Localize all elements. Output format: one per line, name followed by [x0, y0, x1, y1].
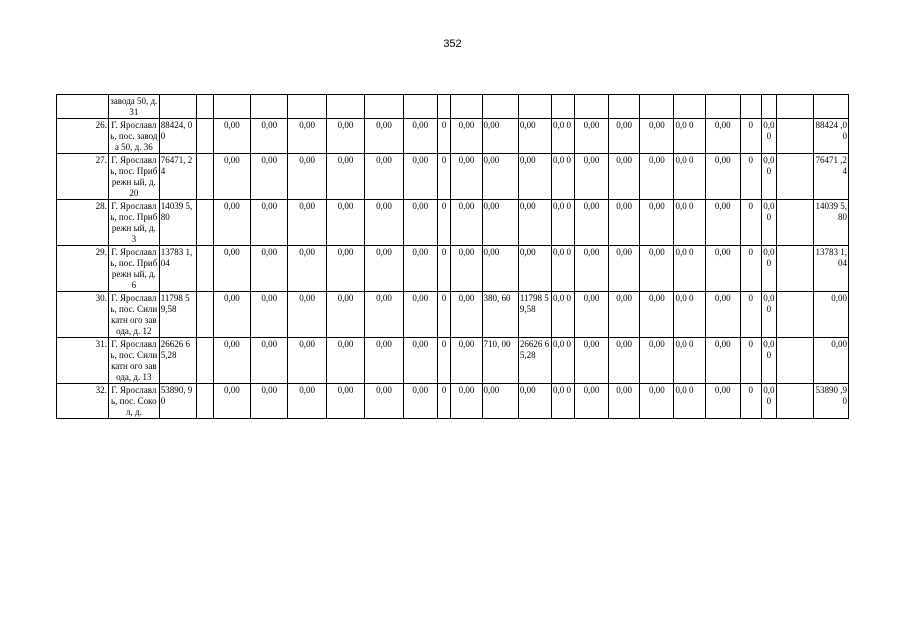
table-row [57, 119, 849, 154]
value-cell-c4: 0,00 [326, 200, 364, 246]
value-cell-c10: 26626 65,28 [518, 338, 551, 384]
value-cell-c15: 0,0 0 [674, 338, 705, 384]
value-cell-c6: 0,00 [403, 119, 437, 154]
register-table [56, 94, 849, 419]
address-cell: Г. Ярославл ь, пос. Силикатн ого завода, д. 13 [108, 338, 159, 384]
value-cell-c6: 0,00 [403, 384, 437, 419]
row-number-cell: 27. [57, 154, 109, 200]
value-cell-c8: 0,00 [451, 200, 482, 246]
empty-cell [197, 119, 214, 154]
value-cell-c3: 0,00 [288, 200, 326, 246]
value-cell-c5: 0,00 [365, 119, 403, 154]
value-cell-c16: 0,00 [705, 338, 740, 384]
row-number-cell: 30. [57, 292, 109, 338]
value-cell-c16: 0,00 [705, 246, 740, 292]
total-cell: 53890, 90 [159, 384, 196, 419]
value-cell-c19: 0,00 [813, 292, 848, 338]
value-cell-c16: 0,00 [705, 119, 740, 154]
value-cell-c14: 0,00 [640, 384, 674, 419]
value-cell-c17: 0 [740, 200, 761, 246]
value-cell-c3: 0,00 [288, 119, 326, 154]
value-cell-c2: 0,00 [251, 246, 288, 292]
value-cell-c15: 0,0 0 [674, 292, 705, 338]
value-cell-c11: 0,0 0 [552, 292, 575, 338]
value-cell-c10: 0,00 [518, 154, 551, 200]
value-cell-c5: 0,00 [365, 292, 403, 338]
value-cell-c13: 0,00 [609, 384, 640, 419]
value-cell-c12: 0,00 [574, 200, 608, 246]
value-cell-c18: 0,00 [761, 338, 777, 384]
empty-cell [777, 154, 813, 200]
value-cell-c5: 0,00 [365, 246, 403, 292]
value-cell-c13: 0,00 [609, 119, 640, 154]
value-cell-c19: 76471 ,24 [813, 154, 848, 200]
value-cell-c12: 0,00 [574, 246, 608, 292]
empty-cell [777, 200, 813, 246]
value-cell-c8: 0,00 [451, 292, 482, 338]
value-cell-c13: 0,00 [609, 292, 640, 338]
value-cell-c9: 710, 00 [482, 338, 518, 384]
value-cell-c6: 0,00 [403, 200, 437, 246]
empty-cell [197, 292, 214, 338]
value-cell-c10: 11798 59,58 [518, 292, 551, 338]
value-cell-c2: 0,00 [251, 384, 288, 419]
empty-cell [197, 200, 214, 246]
value-cell-c19: 14039 5,80 [813, 200, 848, 246]
value-cell-c19: 88424 ,00 [813, 119, 848, 154]
value-cell-c1: 0,00 [213, 292, 250, 338]
total-cell: 14039 5,80 [159, 200, 196, 246]
row-number-cell: 28. [57, 200, 109, 246]
value-cell-c16: 0,00 [705, 154, 740, 200]
total-cell: 76471, 24 [159, 154, 196, 200]
value-cell-c15: 0,0 0 [674, 119, 705, 154]
value-cell-c17: 0 [740, 119, 761, 154]
empty-cell [777, 119, 813, 154]
value-cell-c10: 0,00 [518, 119, 551, 154]
address-cell: Г. Ярославл ь, пос. Прибрежн ый, д. 20 [110, 155, 158, 198]
value-cell-c8: 0,00 [451, 119, 482, 154]
value-cell-c14: 0,00 [640, 292, 674, 338]
value-cell-c14: 0,00 [640, 246, 674, 292]
table-row [57, 338, 849, 384]
value-cell-c19: 53890 ,90 [813, 384, 848, 419]
value-cell-c11: 0,0 0 [552, 200, 575, 246]
value-cell-c11: 0,0 0 [552, 384, 575, 419]
table-row [57, 154, 849, 200]
value-cell-c4: 0,00 [326, 338, 364, 384]
value-cell-c13: 0,00 [609, 154, 640, 200]
value-cell-c2: 0,00 [251, 119, 288, 154]
value-cell-c5: 0,00 [365, 200, 403, 246]
value-cell-c14: 0,00 [640, 338, 674, 384]
value-cell-c9: 0,00 [482, 154, 518, 200]
row-number-cell: 29. [57, 246, 109, 292]
value-cell-c1: 0,00 [213, 154, 250, 200]
value-cell-c7: 0 [437, 384, 450, 419]
value-cell-c15: 0,0 0 [674, 384, 705, 419]
value-cell-c10: 0,00 [518, 384, 551, 419]
value-cell-c14: 0,00 [640, 200, 674, 246]
address-cell: Г. Ярославл ь, пос. Сокол, д. [108, 384, 159, 419]
row-number-cell: 31. [57, 338, 109, 384]
empty-cell [197, 246, 214, 292]
value-cell-c18: 0,00 [761, 200, 777, 246]
value-cell-c14: 0,00 [640, 154, 674, 200]
value-cell-c18: 0,00 [761, 384, 777, 419]
row-number-cell: 26. [57, 119, 109, 154]
value-cell-c17: 0 [740, 384, 761, 419]
value-cell-c15: 0,0 0 [674, 154, 705, 200]
value-cell-c18: 0,00 [761, 246, 777, 292]
table-row [57, 200, 849, 246]
value-cell-c2: 0,00 [251, 292, 288, 338]
value-cell-c11: 0,0 0 [552, 246, 575, 292]
value-cell-c8: 0,00 [451, 154, 482, 200]
value-cell-c3: 0,00 [288, 384, 326, 419]
table-row-continuation [57, 95, 849, 119]
page-number: 352 [443, 38, 462, 50]
empty-cell [197, 338, 214, 384]
value-cell-c6: 0,00 [403, 154, 437, 200]
value-cell-c1: 0,00 [213, 200, 250, 246]
value-cell-c1: 0,00 [213, 246, 250, 292]
value-cell-c10: 0,00 [518, 246, 551, 292]
empty-cell [777, 384, 813, 419]
value-cell-c5: 0,00 [365, 384, 403, 419]
value-cell-c7: 0 [437, 200, 450, 246]
value-cell-c2: 0,00 [251, 338, 288, 384]
value-cell-c12: 0,00 [574, 292, 608, 338]
value-cell-c4: 0,00 [326, 154, 364, 200]
value-cell-c2: 0,00 [251, 154, 288, 200]
value-cell-c9: 0,00 [482, 200, 518, 246]
value-cell-c12: 0,00 [574, 154, 608, 200]
value-cell-c16: 0,00 [705, 200, 740, 246]
value-cell-c12: 0,00 [574, 384, 608, 419]
value-cell-c19: 0,00 [813, 338, 848, 384]
value-cell-c13: 0,00 [609, 246, 640, 292]
value-cell-c17: 0 [740, 246, 761, 292]
value-cell-c12: 0,00 [574, 119, 608, 154]
value-cell-c7: 0 [437, 119, 450, 154]
value-cell-c7: 0 [437, 154, 450, 200]
value-cell-c18: 0,00 [761, 154, 777, 200]
value-cell-c17: 0 [740, 338, 761, 384]
table-row [57, 384, 849, 419]
value-cell-c9: 0,00 [482, 384, 518, 419]
value-cell-c8: 0,00 [451, 384, 482, 419]
value-cell-c13: 0,00 [609, 200, 640, 246]
value-cell-c1: 0,00 [213, 338, 250, 384]
empty-cell [197, 384, 214, 419]
value-cell-c7: 0 [437, 338, 450, 384]
value-cell-c6: 0,00 [403, 246, 437, 292]
value-cell-c2: 0,00 [251, 200, 288, 246]
value-cell-c11: 0,0 0 [552, 119, 575, 154]
value-cell-c3: 0,00 [288, 246, 326, 292]
empty-cell [777, 292, 813, 338]
value-cell-c1: 0,00 [213, 119, 250, 154]
value-cell-c3: 0,00 [288, 338, 326, 384]
value-cell-c6: 0,00 [403, 338, 437, 384]
address-cell: Г. Ярославл ь, пос. Прибрежн ый, д. 3 [110, 201, 158, 244]
value-cell-c14: 0,00 [640, 119, 674, 154]
value-cell-c11: 0,0 0 [552, 154, 575, 200]
total-cell: 11798 59,58 [159, 292, 196, 338]
empty-cell [777, 246, 813, 292]
total-cell: 13783 1,04 [159, 246, 196, 292]
value-cell-c5: 0,00 [365, 338, 403, 384]
value-cell-c18: 0,00 [761, 119, 777, 154]
value-cell-c3: 0,00 [288, 292, 326, 338]
value-cell-c5: 0,00 [365, 154, 403, 200]
value-cell-c9: 380, 60 [482, 292, 518, 338]
value-cell-c7: 0 [437, 246, 450, 292]
value-cell-c6: 0,00 [403, 292, 437, 338]
value-cell-c9: 0,00 [482, 119, 518, 154]
value-cell-c17: 0 [740, 292, 761, 338]
value-cell-c1: 0,00 [213, 384, 250, 419]
value-cell-c8: 0,00 [451, 246, 482, 292]
value-cell-c4: 0,00 [326, 384, 364, 419]
value-cell-c9: 0,00 [482, 246, 518, 292]
total-cell: 26626 65,28 [159, 338, 196, 384]
total-cell: 88424, 00 [159, 119, 196, 154]
empty-cell [197, 154, 214, 200]
value-cell-c11: 0,0 0 [552, 338, 575, 384]
value-cell-c10: 0,00 [518, 200, 551, 246]
value-cell-c19: 13783 1,04 [813, 246, 848, 292]
value-cell-c12: 0,00 [574, 338, 608, 384]
empty-cell [777, 338, 813, 384]
address-cell: Г. Ярославл ь, пос. завода 50, д. 36 [110, 120, 158, 152]
value-cell-c13: 0,00 [609, 338, 640, 384]
table-row [57, 292, 849, 338]
address-cell: Г. Ярославл ь, пос. Прибрежн ый, д. 6 [110, 247, 158, 290]
row-number-cell: 32. [57, 384, 109, 419]
value-cell-c4: 0,00 [326, 119, 364, 154]
value-cell-c3: 0,00 [288, 154, 326, 200]
address-cell: Г. Ярославл ь, пос. Силикатн ого завода, д. 12 [108, 292, 159, 338]
value-cell-c4: 0,00 [326, 246, 364, 292]
table-row [57, 246, 849, 292]
value-cell-c15: 0,0 0 [674, 200, 705, 246]
value-cell-c18: 0,00 [761, 292, 777, 338]
value-cell-c17: 0 [740, 154, 761, 200]
value-cell-c4: 0,00 [326, 292, 364, 338]
value-cell-c15: 0,0 0 [674, 246, 705, 292]
value-cell-c16: 0,00 [705, 384, 740, 419]
value-cell-c16: 0,00 [705, 292, 740, 338]
address-cell: завода 50, д. 31 [110, 96, 158, 117]
value-cell-c7: 0 [437, 292, 450, 338]
value-cell-c8: 0,00 [451, 338, 482, 384]
